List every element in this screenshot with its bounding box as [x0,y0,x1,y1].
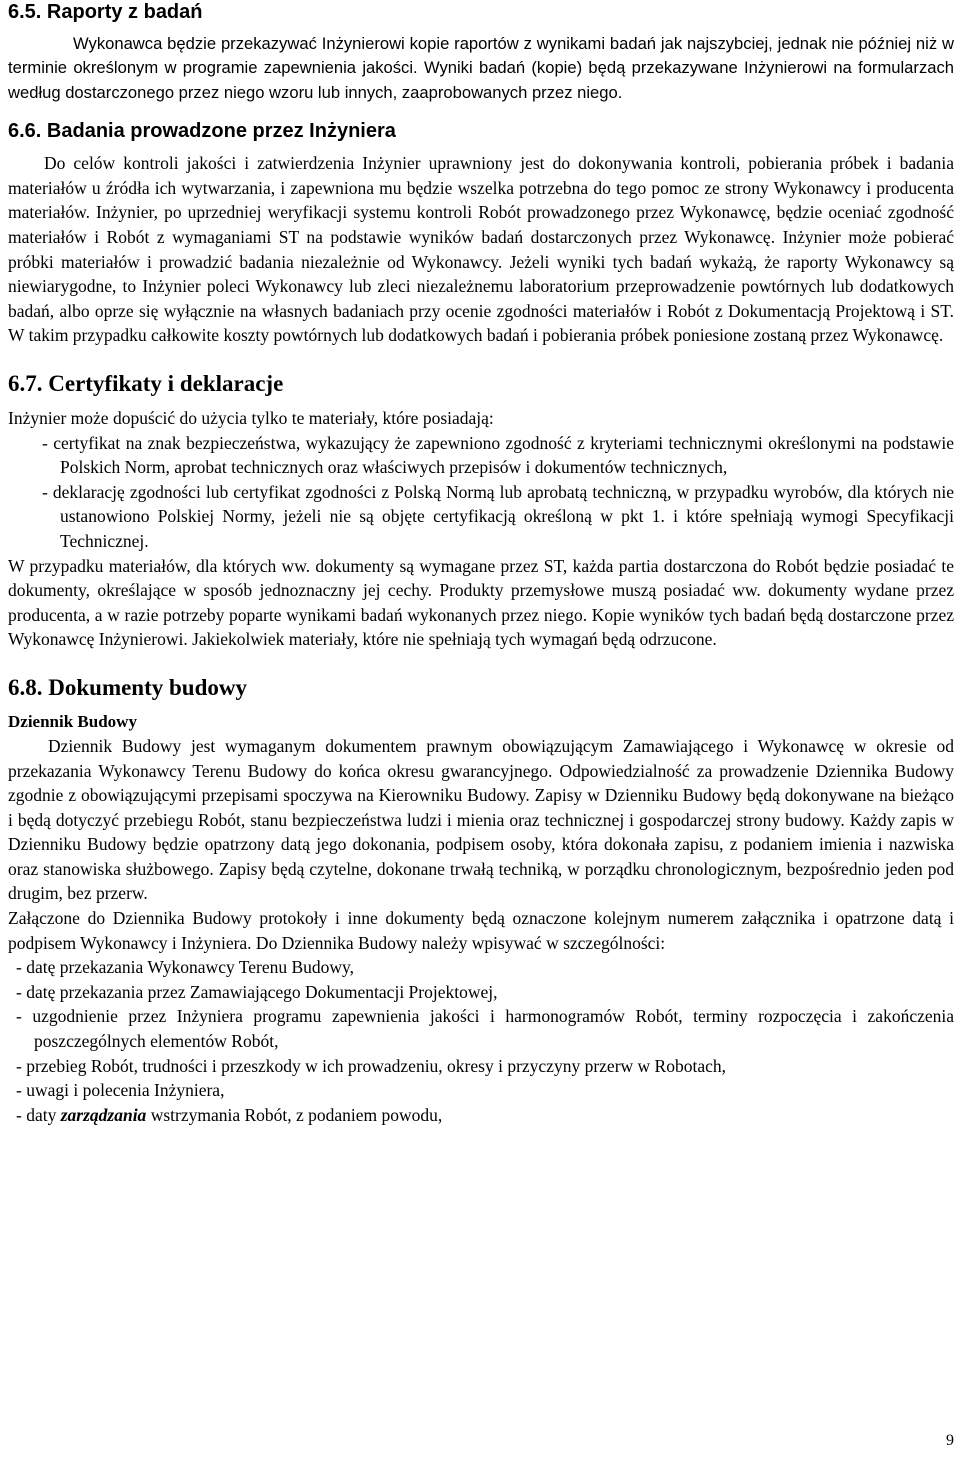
section-6-8-paragraph-2: Załączone do Dziennika Budowy protokoły i inne dokumenty będą oznaczone kolejnym numerem załącznika i opatrzone datą i podpisem Wykonawcy i Inżyniera. Do Dziennika Budowy należy wpisywać w szczególności: [8,908,954,953]
section-6-7-paragraph: W przypadku materiałów, dla których ww. dokumenty są wymagane przez ST, każda partia dostarczona do Robót będzie posiadać te dokumenty, określające w sposób jednoznaczny jej cechy. Produkty przemysłowe muszą posiadać ww. dokumenty wydane przez producenta, a w razie potrzeby poparte wynikami badań wykonanych przez niego. Kopie wyników tych badań będą dostarczone przez Wykonawcę Inżynierowi. Jakiekolwiek materiały, które nie spełniają tych wymagań będą odrzucone. [8,555,954,650]
list-item: - uwagi i polecenia Inżyniera, [16,1080,225,1101]
list-item-emphasis: zarządzania [60,1104,147,1125]
list-item: - przebieg Robót, trudności i przeszkody w ich prowadzeniu, okresy i przyczyny przerw w Robotach, [16,1055,726,1076]
list-item: - datę przekazania przez Zamawiającego Dokumentacji Projektowej, [16,981,498,1002]
list-item-suffix: wstrzymania Robót, z podaniem powodu, [146,1104,443,1125]
section-6-6-heading: 6.6. Badania prowadzone przez Inżyniera [8,120,396,143]
section-6-7-intro: Inżynier może dopuścić do użycia tylko te materiały, które posiadają: [8,407,494,428]
certificate-list [8,431,954,554]
list-item: - deklarację zgodności lub certyfikat zgodności z Polską Normą lub aprobatą techniczną, w przypadku wyrobów, dla których nie ustanowiono Polskiej Normy, jeżeli nie są objęte certyfikacją określoną w pkt 1. i które spełniają wymogi Specyfikacji Technicznej. [42,481,954,551]
section-6-5-heading: 6.5. Raporty z badań [8,1,203,23]
list-item: - datę przekazania Wykonawcy Terenu Budowy, [16,957,355,978]
section-6-8-paragraph-1: Dziennik Budowy jest wymaganym dokumentem prawnym obowiązującym Zamawiającego i Wykonawcę w okresie od przekazania Wykonawcy Terenu Budowy do końca okresu gwarancyjnego. Odpowiedzialność za prowadzenie Dziennika Budowy zgodnie z obowiązującymi przepisami spoczywa na Kierowniku Budowy. Zapisy w Dzienniku Budowy będą dokonywane na bieżąco i będą dotyczyć przebiegu Robót, stanu bezpieczeństwa ludzi i mienia oraz technicznej i gospodarczej strony budowy. Każdy zapis w Dzienniku Budowy będzie opatrzony datą jego dokonania, podpisem osoby, która dokonała zapisu, z podaniem imienia i nazwiska oraz stanowiska służbowego. Zapisy będą czytelne, dokonane trwałą techniką, w porządku chronologicznym, bezpośrednio jeden pod drugim, bez przerw. [8,735,954,904]
list-item: - uzgodnienie przez Inżyniera programu zapewnienia jakości i harmonogramów Robót, terminy rozpoczęcia i zakończenia poszczególnych elementów Robót, [16,1006,954,1052]
list-item [8,1103,954,1128]
diary-entries-list [8,955,954,1127]
list-item: - certyfikat na znak bezpieczeństwa, wykazujący że zapewniono zgodność z kryteriami technicznymi określonymi na podstawie Polskich Norm, aprobat technicznych oraz właściwych przepisów i dokumentów technicznych, [42,432,954,478]
section-6-8-heading: 6.8. Dokumenty budowy [8,674,247,700]
document-page [8,0,954,1127]
page-number: 9 [946,1432,954,1449]
section-6-5-paragraph: Wykonawca będzie przekazywać Inżynierowi kopie raportów z wynikami badań jak najszybciej, jednak nie później niż w terminie określonym w programie zapewnienia jakości. Wyniki badań (kopie) będą przekazywane Inżynierowi na formularzach według dostarczonego przez niego wzoru lub innych, zaaprobowanych przez niego. [8,34,954,102]
section-6-7-heading: 6.7. Certyfikaty i deklaracje [8,370,284,396]
section-6-6-paragraph: Do celów kontroli jakości i zatwierdzenia Inżynier uprawniony jest do dokonywania kontroli, pobierania próbek i badania materiałów u źródła ich wytwarzania, i zapewniona mu będzie wszelka potrzebna do tego pomoc ze strony Wykonawcy i producenta materiałów. Inżynier, po uprzedniej weryfikacji systemu kontroli Robót prowadzonego przez Wykonawcę, będzie oceniać zgodność materiałów i Robót z wymaganiami ST na podstawie wyników badań dostarczonych przez Wykonawcę. Inżynier może pobierać próbki materiałów i prowadzić badania niezależnie od Wykonawcy. Jeżeli wyniki tych badań wykażą, że raporty Wykonawcy są niewiarygodne, to Inżynier poleci Wykonawcy lub zleci niezależnemu laboratorium przeprowadzenie powtórnych lub dodatkowych badań, albo oprze się wyłącznie na własnych badaniach przy ocenie zgodności materiałów i Robót z Dokumentacją Projektową i ST. W takim przypadku całkowite koszty powtórnych lub dodatkowych badań i pobierania próbek poniesione zostaną przez Wykonawcę. [8,153,954,346]
list-item-prefix: - daty [16,1104,61,1125]
dziennik-budowy-subheading: Dziennik Budowy [8,711,137,731]
